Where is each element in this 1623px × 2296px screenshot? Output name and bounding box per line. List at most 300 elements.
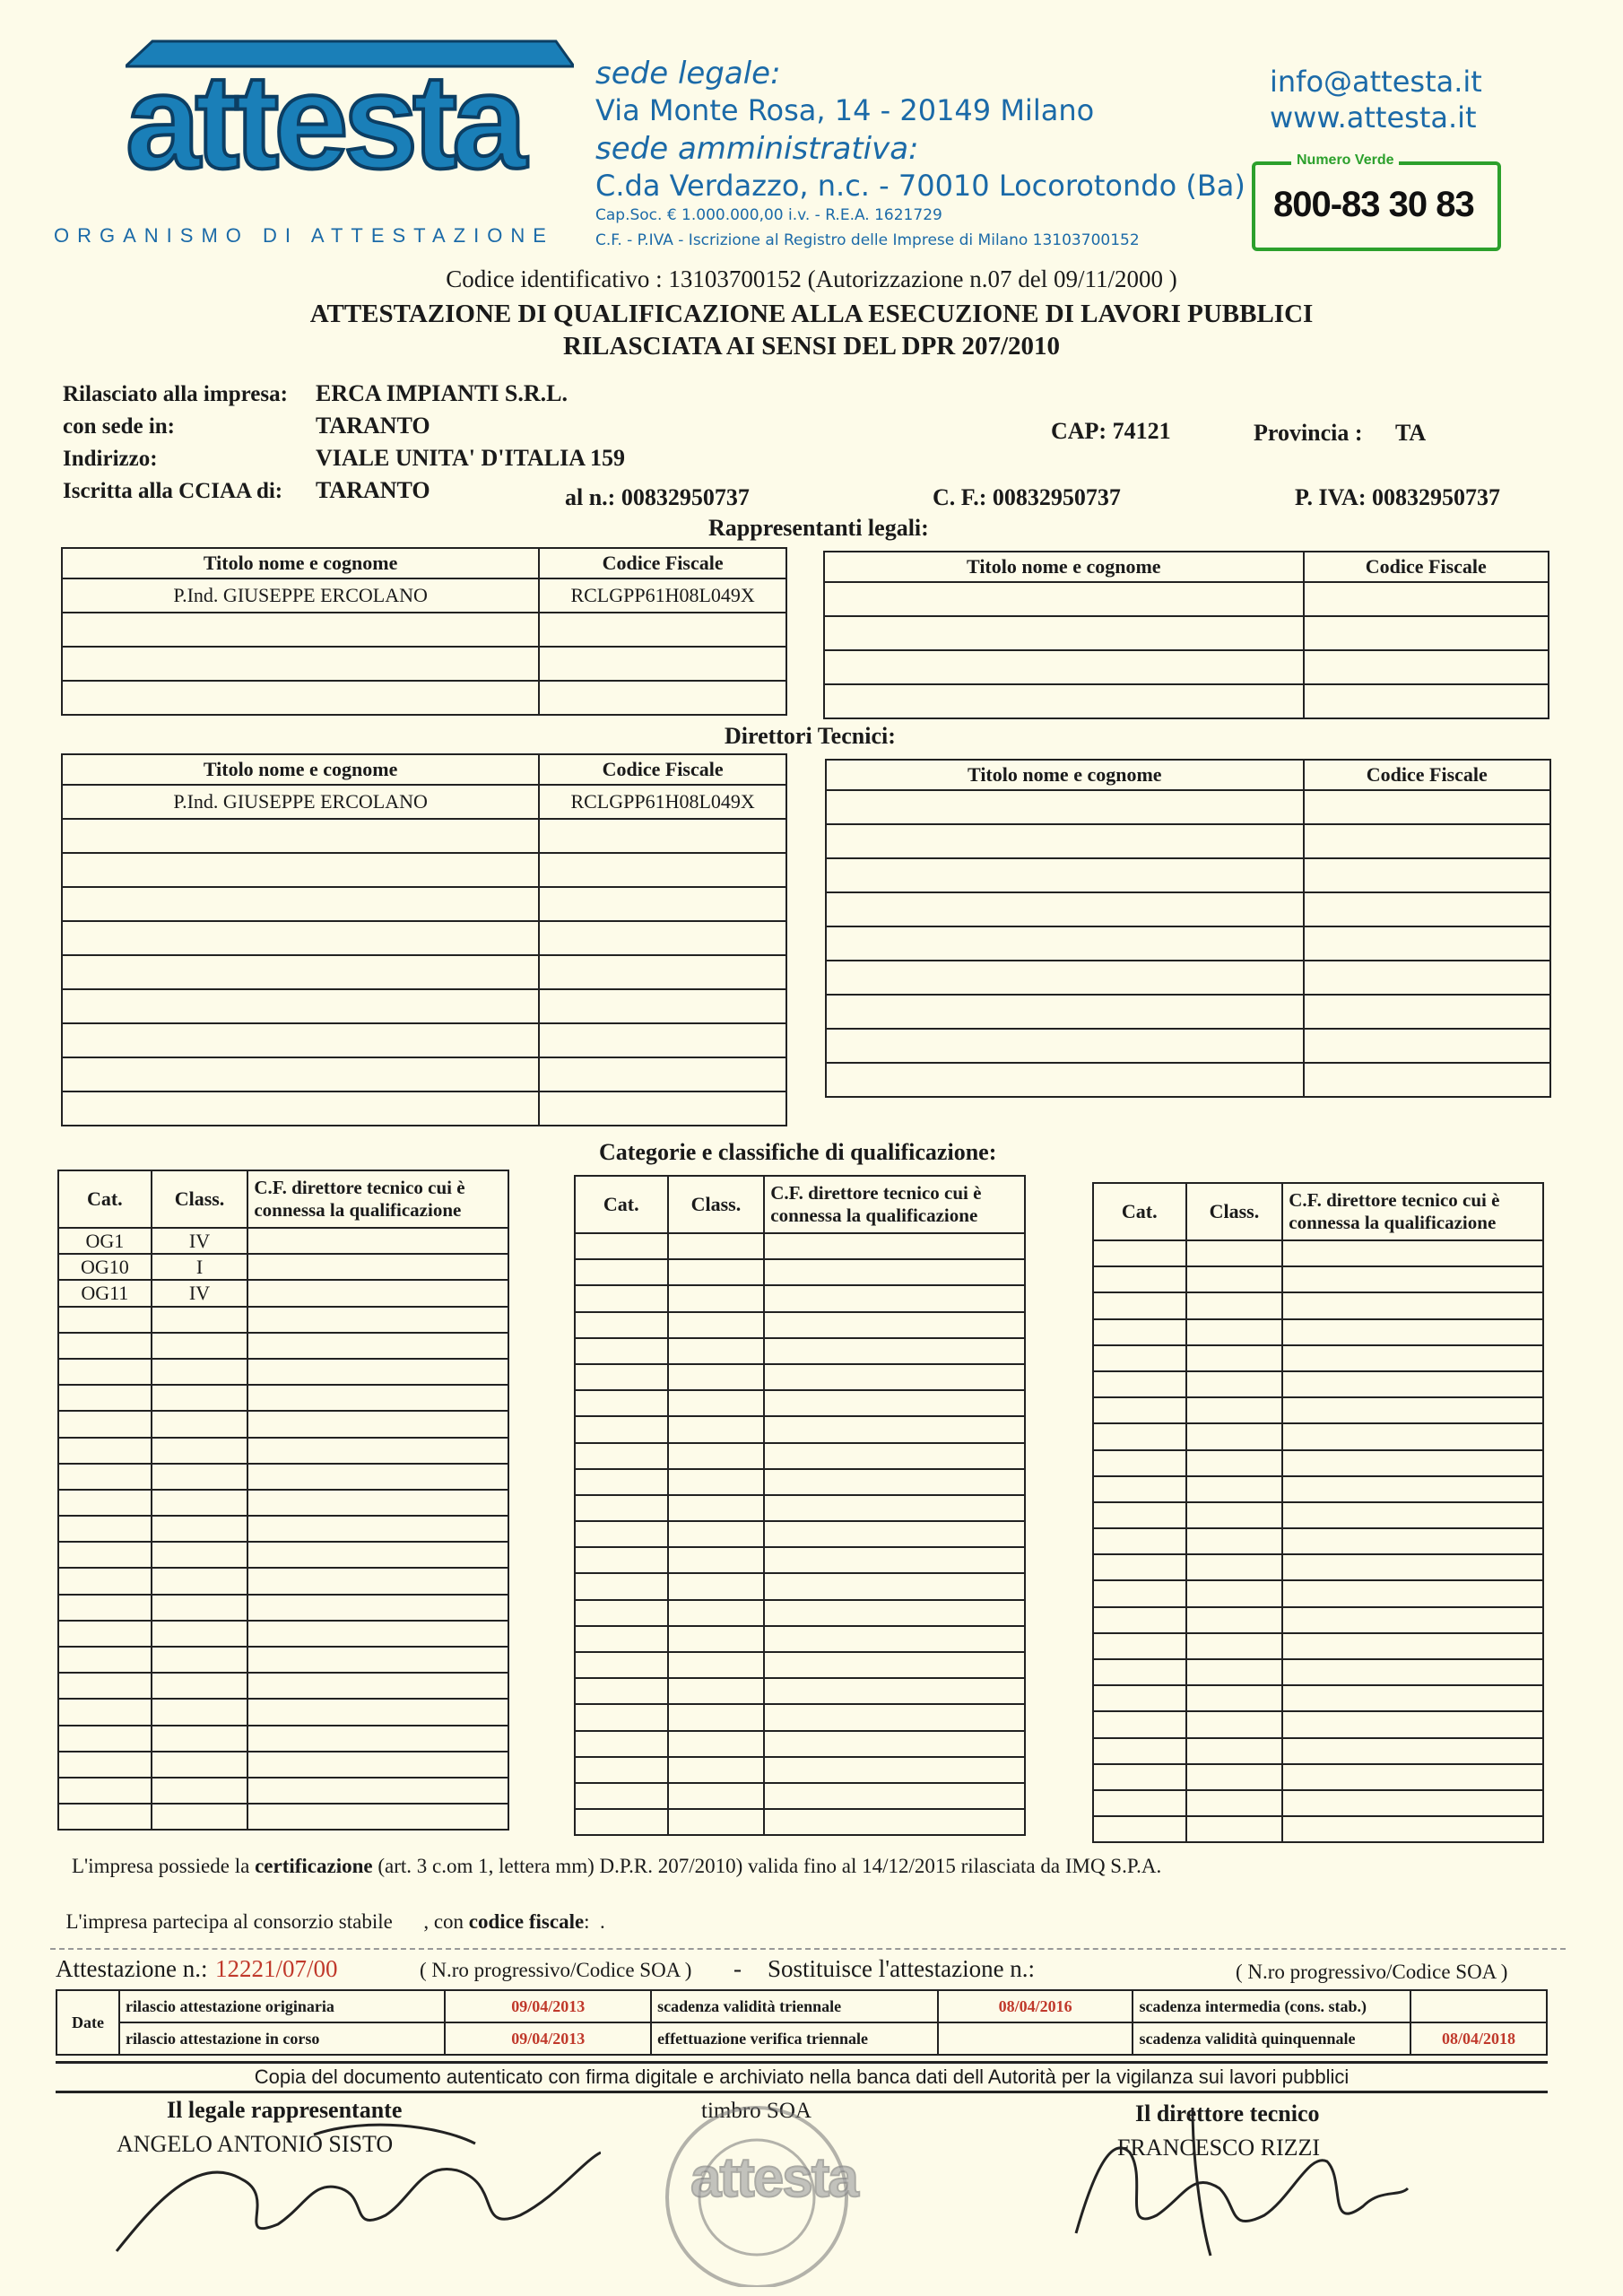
table-cell [1282, 1816, 1543, 1842]
table-cell [247, 1804, 508, 1830]
table-cell [575, 1312, 668, 1338]
table-cell [575, 1390, 668, 1416]
table-cell [764, 1390, 1025, 1416]
table-cell [1282, 1423, 1543, 1449]
table-cell [1304, 926, 1550, 961]
scad-intermedia-value [1410, 1990, 1547, 2022]
table-cell [1186, 1345, 1283, 1371]
table-cell [668, 1809, 765, 1835]
consorzio-text-a: L'impresa partecipa al consorzio stabile , con [65, 1910, 469, 1933]
table-cell [152, 1647, 248, 1673]
date-table [56, 1989, 1548, 2056]
table-cell [1093, 1633, 1186, 1659]
table-cell [824, 650, 1304, 684]
table-cell [58, 1752, 152, 1778]
scad-quinq-label: scadenza validità quinquennale [1133, 2022, 1410, 2055]
table-cell [1304, 684, 1549, 718]
attestazione-dash: - [733, 1955, 742, 1982]
table-cell [1186, 1764, 1283, 1790]
table-cell [575, 1573, 668, 1599]
table-cell [764, 1338, 1025, 1364]
table-cell [764, 1495, 1025, 1521]
footer-note: Copia del documento autenticato con firma digitale e archiviato nella banca dati dell Autorità per la vigilanza sui lavori pubblici [56, 2061, 1548, 2093]
date-label: Date [56, 1990, 119, 2055]
provincia-label: Provincia : [1254, 420, 1363, 446]
table-cell [1093, 1685, 1186, 1711]
table-cell [1093, 1816, 1186, 1842]
table-cell [58, 1490, 152, 1516]
direttore-name: FRANCESCO RIZZI [1117, 2135, 1321, 2161]
table-cell [575, 1416, 668, 1442]
title-line-2: RILASCIATA AI SENSI DEL DPR 207/2010 [562, 332, 1061, 361]
table-cell [1282, 1738, 1543, 1764]
cf-header: C.F. direttore tecnico cui è connessa la qualificazione [764, 1176, 1025, 1233]
table-cell [1282, 1371, 1543, 1397]
table-cell [1093, 1738, 1186, 1764]
col-name-header: Titolo nome e cognome [62, 754, 539, 785]
categorie-heading: Categorie e classifiche di qualificazione: [599, 1139, 997, 1165]
table-cell [1304, 790, 1550, 824]
table-cell [58, 1385, 152, 1411]
table-cell [1282, 1476, 1543, 1502]
table-cell [1186, 1685, 1283, 1711]
table-cell [575, 1783, 668, 1809]
table-cell [539, 989, 786, 1023]
table-cell [152, 1752, 248, 1778]
table-cell [1282, 1580, 1543, 1606]
table-cell [668, 1312, 765, 1338]
table-cell [62, 887, 539, 921]
table-cell [668, 1285, 765, 1311]
table-cell [247, 1752, 508, 1778]
consorzio-text-b: codice fiscale [468, 1910, 585, 1933]
table-cell [575, 1259, 668, 1285]
table-cell [668, 1731, 765, 1757]
sede-amm-label: sede amministrativa: [595, 131, 919, 167]
certificazione-text-c: (art. 3 c.om 1, lettera mm) D.P.R. 207/2010) valida fino al 14/12/2015 rilasciata da IMQ S.P.A. [372, 1855, 1162, 1877]
direttore-signature [1058, 2099, 1417, 2260]
table-cell [247, 1385, 508, 1411]
rilasciato-value: ERCA IMPIANTI S.R.L. [316, 380, 568, 406]
table-cell [1186, 1266, 1283, 1292]
table-cell [575, 1757, 668, 1783]
table-cell [1304, 995, 1550, 1029]
class-header: Class. [668, 1176, 765, 1233]
table-cell [826, 892, 1304, 926]
table-cell [1186, 1790, 1283, 1816]
table-cell [1282, 1450, 1543, 1476]
table-cell [764, 1233, 1025, 1259]
table-cell [58, 1307, 152, 1333]
numero-verde-number[interactable]: 800-83 30 83 [1273, 185, 1474, 224]
table-cell [1093, 1790, 1186, 1816]
table-cell [58, 1778, 152, 1804]
indirizzo-label: Indirizzo: [63, 447, 158, 471]
table-cell [575, 1809, 668, 1835]
sede-legale-label: sede legale: [595, 56, 781, 91]
table-cell [1093, 1502, 1186, 1528]
logo [54, 36, 574, 215]
table-cell [1282, 1764, 1543, 1790]
sede-legale-address: Via Monte Rosa, 14 - 20149 Milano [595, 93, 1095, 127]
table-cell [1093, 1423, 1186, 1449]
table-cell [575, 1495, 668, 1521]
table-cell [62, 681, 539, 715]
table-cell [826, 961, 1304, 995]
attestazione-nro-1: ( N.ro progressivo/Codice SOA ) [420, 1959, 692, 1981]
table-cell [539, 921, 786, 955]
table-cell [1282, 1397, 1543, 1423]
table-cell [58, 1726, 152, 1752]
table-cell: OG1 [58, 1228, 152, 1254]
table-cell [668, 1547, 765, 1573]
table-cell [58, 1516, 152, 1542]
table-cell [575, 1731, 668, 1757]
table-cell: OG10 [58, 1254, 152, 1280]
table-cell [247, 1254, 508, 1280]
table-cell [152, 1359, 248, 1385]
attestazione-number: 12221/07/00 [215, 1955, 338, 1982]
table-cell [1282, 1319, 1543, 1345]
table-cell [668, 1626, 765, 1652]
table-cell [58, 1804, 152, 1830]
table-cell [1282, 1292, 1543, 1318]
table-cell [247, 1228, 508, 1254]
capital-text: Cap.Soc. € 1.000.000,00 i.v. - R.E.A. 1621729 [595, 206, 942, 224]
table-cell [1093, 1292, 1186, 1318]
table-cell [668, 1364, 765, 1390]
table-cell [1093, 1476, 1186, 1502]
table-cell [1304, 650, 1549, 684]
table-cell [539, 853, 786, 887]
table-cell [575, 1469, 668, 1495]
scad-intermedia-label: scadenza intermedia (cons. stab.) [1133, 1990, 1410, 2022]
table-cell [247, 1411, 508, 1437]
table-cell [539, 1091, 786, 1126]
table-cell [1093, 1554, 1186, 1580]
sede-label: con sede in: [63, 414, 175, 439]
consorzio-line [56, 1887, 605, 1934]
rilascio-corso-label: rilascio attestazione in corso [119, 2022, 445, 2055]
al-n-value: al n.: 00832950737 [565, 484, 750, 510]
table-cell [539, 681, 786, 715]
table-cell [764, 1704, 1025, 1730]
table-cell [539, 613, 786, 647]
table-cell [1186, 1580, 1283, 1606]
table-cell [152, 1673, 248, 1699]
table-cell [1093, 1450, 1186, 1476]
table-cell [247, 1778, 508, 1804]
table-cell [1093, 1266, 1186, 1292]
table-cell [152, 1307, 248, 1333]
verifica-value [938, 2022, 1133, 2055]
table-cell [826, 824, 1304, 858]
table-cell [58, 1333, 152, 1359]
table-cell [1304, 892, 1550, 926]
table-cell [575, 1233, 668, 1259]
table-cell [58, 1595, 152, 1621]
legale-name: ANGELO ANTONIO SISTO [117, 2131, 394, 2157]
table-cell [668, 1521, 765, 1547]
table-cell [764, 1443, 1025, 1469]
table-cell [539, 955, 786, 989]
table-cell [247, 1438, 508, 1464]
table-cell [668, 1573, 765, 1599]
table-cell: P.Ind. GIUSEPPE ERCOLANO [62, 785, 539, 819]
table-cell [152, 1464, 248, 1490]
table-cell [152, 1595, 248, 1621]
table-cell [247, 1726, 508, 1752]
table-cell [1304, 824, 1550, 858]
table-cell [152, 1804, 248, 1830]
cciaa-label: Iscritta alla CCIAA di: [63, 479, 283, 503]
table-cell [764, 1364, 1025, 1390]
table-cell [247, 1464, 508, 1490]
table-cell [764, 1783, 1025, 1809]
table-cell [247, 1516, 508, 1542]
table-cell [668, 1443, 765, 1469]
scad-quinq-value: 08/04/2018 [1410, 2022, 1547, 2055]
numero-verde-label: Numero Verde [1291, 152, 1399, 169]
table-cell [1186, 1528, 1283, 1554]
table-cell [1282, 1659, 1543, 1685]
legale-label: Il legale rappresentante [167, 2097, 403, 2123]
table-cell [764, 1547, 1025, 1573]
table-cell [575, 1626, 668, 1652]
table-cell [764, 1600, 1025, 1626]
table-cell [1282, 1528, 1543, 1554]
certificazione-text-a: L'impresa possiede la [72, 1855, 256, 1877]
table-cell [1282, 1607, 1543, 1633]
table-cell [764, 1416, 1025, 1442]
cciaa-value: TARANTO [316, 477, 430, 503]
table-cell [1186, 1397, 1283, 1423]
cf-value: C. F.: 00832950737 [933, 484, 1121, 510]
title-line-1: ATTESTAZIONE DI QUALIFICAZIONE ALLA ESECUZIONE DI LAVORI PUBBLICI [309, 300, 1314, 328]
table-cell [668, 1757, 765, 1783]
codice-identificativo: Codice identificativo : 13103700152 (Autorizzazione n.07 del 09/11/2000 ) [446, 265, 1177, 292]
attestazione-label: Attestazione n.: [56, 1955, 208, 1982]
table-cell [668, 1416, 765, 1442]
table-cell [668, 1600, 765, 1626]
direttore-label: Il direttore tecnico [1135, 2100, 1320, 2126]
table-cell [62, 819, 539, 853]
cf-piva-text: C.F. - P.IVA - Iscrizione al Registro delle Imprese di Milano 13103700152 [595, 231, 1140, 249]
table-cell [62, 989, 539, 1023]
table-cell [58, 1699, 152, 1725]
table-cell [1304, 961, 1550, 995]
scad-triennale-label: scadenza validità triennale [651, 1990, 938, 2022]
table-cell [152, 1568, 248, 1594]
table-cell [826, 858, 1304, 892]
table-cell [58, 1438, 152, 1464]
rilascio-orig-value: 09/04/2013 [445, 1990, 651, 2022]
table-cell [668, 1390, 765, 1416]
table-cell [247, 1542, 508, 1568]
table-cell [826, 995, 1304, 1029]
table-cell [152, 1621, 248, 1647]
table-cell [58, 1568, 152, 1594]
rappresentanti-table-left [61, 547, 787, 716]
table-cell [247, 1307, 508, 1333]
table-cell [62, 1023, 539, 1057]
col-name-header: Titolo nome e cognome [826, 760, 1304, 790]
table-cell [247, 1595, 508, 1621]
table-cell [1186, 1711, 1283, 1737]
table-cell [539, 887, 786, 921]
certificazione-text-b: certificazione [255, 1855, 373, 1877]
table-cell [539, 1057, 786, 1091]
table-cell [1093, 1659, 1186, 1685]
table-cell [152, 1778, 248, 1804]
table-cell [575, 1704, 668, 1730]
table-cell [1186, 1633, 1283, 1659]
verifica-label: effettuazione verifica triennale [651, 2022, 938, 2055]
sede-value: TARANTO [316, 413, 430, 439]
table-cell: IV [152, 1228, 248, 1254]
table-cell [58, 1359, 152, 1385]
table-cell [575, 1547, 668, 1573]
table-cell [247, 1699, 508, 1725]
categorie-table-2 [574, 1175, 1026, 1836]
class-header: Class. [152, 1170, 248, 1228]
table-cell [58, 1673, 152, 1699]
table-cell [764, 1809, 1025, 1835]
table-cell [1186, 1554, 1283, 1580]
direttori-table-right [825, 759, 1551, 1098]
table-cell [764, 1521, 1025, 1547]
table-cell [1186, 1659, 1283, 1685]
categorie-table-1 [57, 1170, 509, 1831]
table-cell [58, 1542, 152, 1568]
provincia-value: TA [1395, 420, 1427, 446]
table-cell [58, 1621, 152, 1647]
table-cell [764, 1678, 1025, 1704]
table-cell: P.Ind. GIUSEPPE ERCOLANO [62, 578, 539, 613]
col-cf-header: Codice Fiscale [1304, 552, 1549, 582]
table-cell [1186, 1450, 1283, 1476]
numero-verde-box [1252, 152, 1501, 251]
table-cell [62, 613, 539, 647]
col-name-header: Titolo nome e cognome [824, 552, 1304, 582]
categorie-table-3 [1092, 1182, 1544, 1843]
table-cell [575, 1678, 668, 1704]
table-cell [1282, 1685, 1543, 1711]
table-cell [1186, 1319, 1283, 1345]
website-link[interactable]: www.attesta.it [1270, 100, 1477, 135]
table-cell [152, 1333, 248, 1359]
table-cell [1093, 1345, 1186, 1371]
cat-header: Cat. [1093, 1183, 1186, 1240]
table-cell [575, 1600, 668, 1626]
table-cell [668, 1259, 765, 1285]
table-cell [764, 1285, 1025, 1311]
table-cell [1282, 1554, 1543, 1580]
table-cell [575, 1443, 668, 1469]
table-cell [62, 1091, 539, 1126]
table-cell [62, 921, 539, 955]
table-cell [1304, 582, 1549, 616]
table-cell [575, 1338, 668, 1364]
logo-text: attesta [126, 46, 522, 196]
col-cf-header: Codice Fiscale [539, 548, 786, 578]
table-cell: I [152, 1254, 248, 1280]
table-cell [764, 1312, 1025, 1338]
cap-value: CAP: 74121 [1051, 418, 1171, 444]
table-cell [247, 1673, 508, 1699]
table-cell [1093, 1607, 1186, 1633]
table-cell [826, 1029, 1304, 1063]
table-cell [668, 1233, 765, 1259]
indirizzo-value: VIALE UNITA' D'ITALIA 159 [316, 445, 626, 471]
table-cell [1282, 1345, 1543, 1371]
table-cell [247, 1359, 508, 1385]
col-cf-header: Codice Fiscale [539, 754, 786, 785]
table-cell [668, 1678, 765, 1704]
table-cell [152, 1699, 248, 1725]
table-cell [247, 1647, 508, 1673]
attestazione-nro-2: ( N.ro progressivo/Codice SOA ) [1236, 1961, 1508, 1983]
table-cell [1282, 1633, 1543, 1659]
table-cell [152, 1516, 248, 1542]
table-cell: RCLGPP61H08L049X [539, 785, 786, 819]
table-cell [152, 1542, 248, 1568]
table-cell [1282, 1502, 1543, 1528]
table-cell [1186, 1292, 1283, 1318]
table-cell [58, 1411, 152, 1437]
table-cell [58, 1464, 152, 1490]
table-cell: IV [152, 1280, 248, 1306]
table-cell [152, 1385, 248, 1411]
table-cell [1093, 1528, 1186, 1554]
email-link[interactable]: info@attesta.it [1270, 65, 1482, 99]
table-cell [764, 1652, 1025, 1678]
direttori-heading: Direttori Tecnici: [725, 723, 896, 749]
table-cell [1186, 1476, 1283, 1502]
table-cell [668, 1495, 765, 1521]
table-cell [1282, 1240, 1543, 1266]
rappresentanti-table-right [823, 551, 1549, 719]
col-name-header: Titolo nome e cognome [62, 548, 539, 578]
table-cell [62, 647, 539, 681]
table-cell [824, 582, 1304, 616]
table-cell [1186, 1502, 1283, 1528]
table-cell [1093, 1371, 1186, 1397]
table-cell [1304, 1029, 1550, 1063]
table-cell [62, 1057, 539, 1091]
table-cell [152, 1411, 248, 1437]
stamp-text: attesta [690, 2147, 857, 2209]
sede-amm-address: C.da Verdazzo, n.c. - 70010 Locorotondo (Ba) [595, 169, 1245, 203]
sostituisce-label: Sostituisce l'attestazione n.: [768, 1955, 1036, 1982]
table-cell: RCLGPP61H08L049X [539, 578, 786, 613]
table-cell [575, 1364, 668, 1390]
table-cell [247, 1568, 508, 1594]
table-cell [539, 647, 786, 681]
table-cell [62, 955, 539, 989]
table-cell [1093, 1764, 1186, 1790]
table-cell [1093, 1319, 1186, 1345]
table-cell [668, 1338, 765, 1364]
direttori-table-left [61, 753, 787, 1126]
table-cell [668, 1783, 765, 1809]
table-cell [1304, 858, 1550, 892]
table-cell [152, 1726, 248, 1752]
rilascio-corso-value: 09/04/2013 [445, 2022, 651, 2055]
table-cell [1186, 1738, 1283, 1764]
table-cell [824, 684, 1304, 718]
cat-header: Cat. [58, 1170, 152, 1228]
